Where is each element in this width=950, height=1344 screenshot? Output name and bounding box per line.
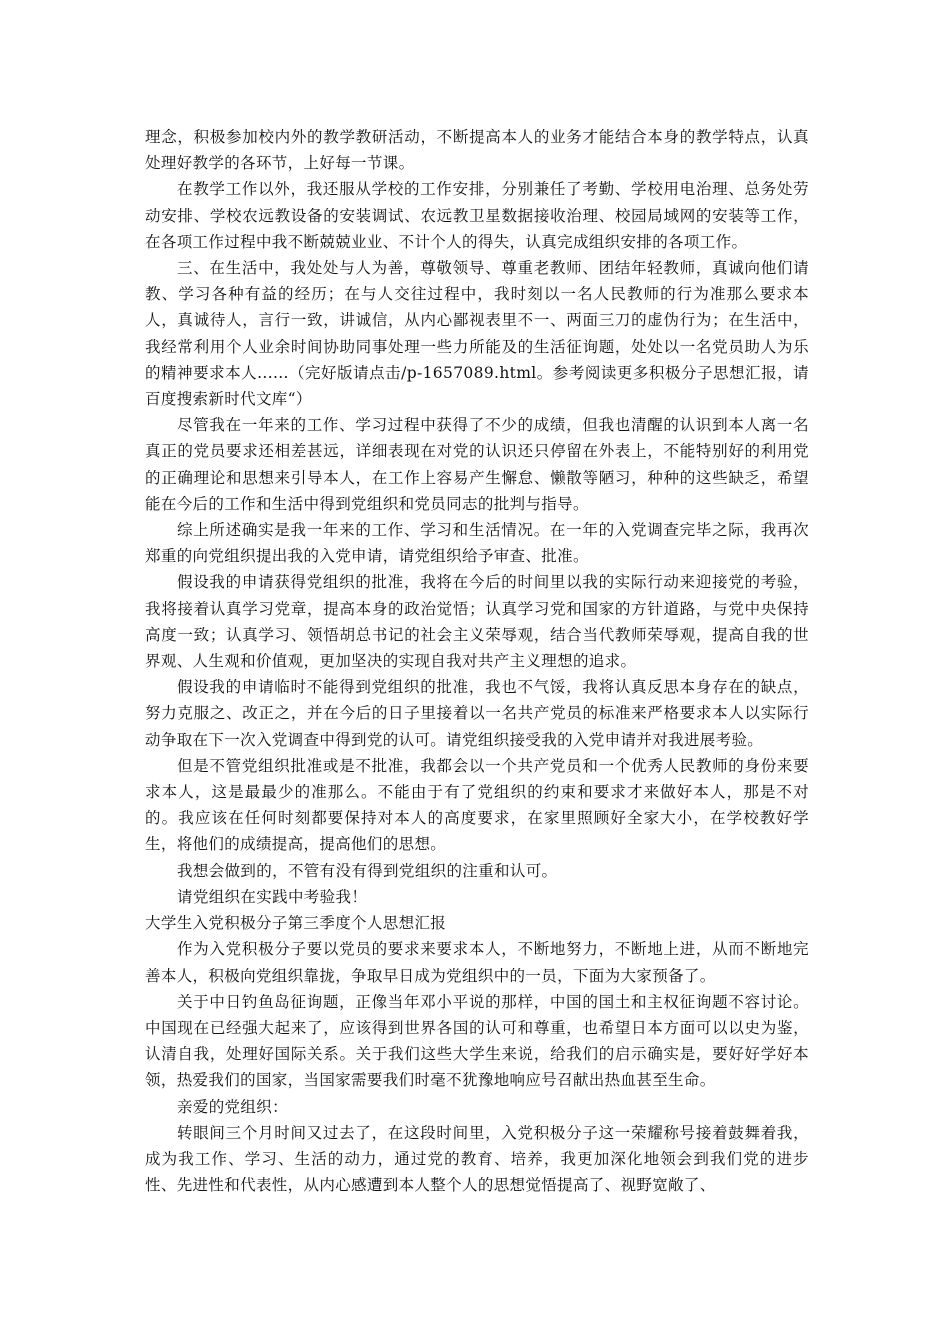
paragraph-8: 但是不管党组织批准或是不批准，我都会以一个共产党员和一个优秀人民教师的身份来要求本人，这是最最少的准那么。不能由于有了党组织的约束和要求才来做好本人，那是不对的。我应该在任何时刻都要保持对本人的高度要求，在家里照顾好全家大小，在学校教好学生，将他们的成绩提高，提高他们的思想。 xyxy=(145,756,809,854)
paragraph-10: 请党组织在实践中考验我！ xyxy=(177,887,368,906)
paragraph-12: 作为入党积极分子要以党员的要求来要求本人，不断地努力，不断地上进，从而不断地完善本人，积极向党组织靠拢，争取早日成为党组织中的一员，下面为大家预备了。 xyxy=(145,940,809,985)
section-title: 大学生入党积极分子第三季度个人思想汇报 xyxy=(145,914,447,933)
paragraph-15: 转眼间三个月时间又过去了，在这段时间里，入党积极分子这一荣耀称号接着鼓舞着我，成为我工作、学习、生活的动力，通过党的教育、培养，我更加深化地领会到我们党的进步性、先进性和代表性，从内心感遭到本人整个人的思想觉悟提高了、视野宽敞了、 xyxy=(145,1123,809,1195)
paragraph-3: 三、在生活中，我处处与人为善，尊敬领导、尊重老教师、团结年轻教师，真诚向他们请教、学习各种有益的经历；在与人交往过程中，我时刻以一名人民教师的行为准那么要求本人，真诚待人，言行一致，讲诚信，从内心鄙视表里不一、两面三刀的虚伪行为；在生活中，我经常利用个人业余时间协助同事处理一些力所能及的生活征询题，处处以一名党员助人为乐的精神要求本人......（完好版请点击/p-1657089.html。参考阅读更多积极分子思想汇报，请百度搜索新时代文库“） xyxy=(145,259,809,409)
paragraph-6: 假设我的申请获得党组织的批准，我将在今后的时间里以我的实际行动来迎接党的考验，我将接着认真学习党章，提高本身的政治觉悟；认真学习党和国家的方针道路，与党中央保持高度一致；认真学习、领悟胡总书记的社会主义荣辱观，结合当代教师荣辱观，提高自我的世界观、人生观和价值观，更加坚决的实现自我对共产主义理想的追求。 xyxy=(145,573,809,671)
salutation: 亲爱的党组织： xyxy=(177,1097,288,1116)
paragraph-13: 关于中日钓鱼岛征询题，正像当年邓小平说的那样，中国的国土和主权征询题不容讨论。中国现在已经强大起来了，应该得到世界各国的认可和尊重，也希望日本方面可以以史为鉴，认清自我，处理好国际关系。关于我们这些大学生来说，给我们的启示确实是，要好好学好本领，热爱我们的国家，当国家需要我们时毫不犹豫地响应号召献出热血甚至生命。 xyxy=(145,992,809,1090)
paragraph-1: 理念，积极参加校内外的教学教研活动，不断提高本人的业务才能结合本身的教学特点，认真处理好教学的各环节，上好每一节课。 xyxy=(145,128,809,173)
document-body xyxy=(145,124,809,1198)
paragraph-9: 我想会做到的，不管有没有得到党组织的注重和认可。 xyxy=(177,861,558,880)
paragraph-7: 假设我的申请临时不能得到党组织的批准，我也不气馁，我将认真反思本身存在的缺点，努力克服之、改正之，并在今后的日子里接着以一名共产党员的标准来严格要求本人以实际行动争取在下一次入党调查中得到党的认可。请党组织接受我的入党申请并对我进展考验。 xyxy=(145,678,809,749)
paragraph-2: 在教学工作以外，我还服从学校的工作安排，分别兼任了考勤、学校用电治理、总务处劳动安排、学校农远教设备的安装调试、农远教卫星数据接收治理、校园局域网的安装等工作，在各项工作过程中我不断兢兢业业、不计个人的得失，认真完成组织安排的各项工作。 xyxy=(145,180,809,251)
paragraph-5: 综上所述确实是我一年来的工作、学习和生活情况。在一年的入党调查完毕之际，我再次郑重的向党组织提出我的入党申请，请党组织给予审查、批准。 xyxy=(145,521,809,566)
paragraph-4: 尽管我在一年来的工作、学习过程中获得了不少的成绩，但我也清醒的认识到本人离一名真正的党员要求还相差甚远，详细表现在对党的认识还只停留在外表上，不能特别好的利用党的正确理论和思想来引导本人，在工作上容易产生懈怠、懒散等陋习，种种的这些缺乏，希望能在今后的工作和生活中得到党组织和党员同志的批判与指导。 xyxy=(145,416,809,513)
